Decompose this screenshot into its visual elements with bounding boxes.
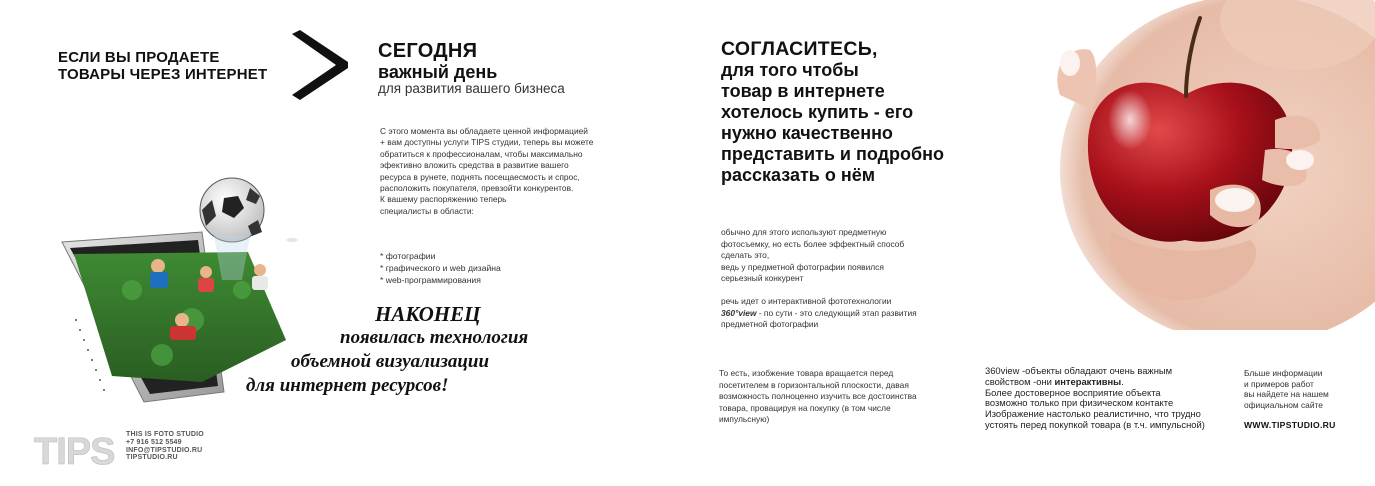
contact-line: THIS IS FOTO STUDIO	[126, 431, 204, 438]
agree-headline	[721, 38, 944, 186]
monitor-soccer-illustration	[52, 170, 322, 410]
intro-line: К вашему распоряжению теперь	[380, 194, 507, 205]
technology-line-rest: - по сути - это следующий этап развития	[756, 307, 917, 318]
more-info-line: официальном сайте	[1244, 399, 1323, 410]
usual-line: сделать это,	[721, 250, 770, 261]
interactivity-pre: свойством -они	[985, 375, 1055, 387]
more-info-line: вы найдете на нашем	[1244, 389, 1329, 400]
finally-line: появилась технология	[340, 327, 529, 348]
usual-paragraph	[721, 227, 981, 285]
interactivity-line: Изображение настолько реалистично, что трудно	[985, 408, 1201, 420]
interactivity-line: Более достоверное восприятие объекта	[985, 386, 1161, 398]
left-headline-line: ТОВАРЫ ЧЕРЕЗ ИНТЕРНЕТ	[58, 66, 268, 83]
today-subtitle: важный день	[378, 62, 498, 82]
intro-line: обратиться к профессионалам, чтобы максимально	[380, 148, 583, 159]
contact-site: TIPSTUDIO.RU	[126, 454, 178, 462]
interactivity-paragraph	[985, 366, 1230, 431]
agree-line: хотелось купить - его	[721, 102, 914, 122]
interactive-emphasis: интерактивны	[1054, 375, 1122, 387]
contact-email: INFO@TIPSTUDIO.RU	[126, 446, 203, 454]
rotation-line: импульсную)	[719, 414, 770, 425]
usual-line: обычно для этого используют предметную	[721, 227, 887, 237]
more-info-line: и примеров работ	[1244, 378, 1314, 389]
agree-line: товар в интернете	[721, 81, 885, 101]
rotation-line: То есть, изобжение товара вращается перед	[719, 368, 894, 378]
rotation-paragraph	[719, 368, 969, 426]
interactivity-line-2	[985, 377, 1230, 388]
greater-than-icon	[288, 28, 350, 100]
finally-line: для интернет ресурсов!	[246, 375, 449, 396]
services-list	[380, 250, 501, 286]
interactivity-line: устоять перед покупкой товара (в т.ч. импульсной)	[985, 418, 1205, 430]
agree-line: представить и подробно	[721, 144, 945, 164]
studio-contacts	[126, 431, 204, 462]
left-headline-line: ЕСЛИ ВЫ ПРОДАЕТЕ	[58, 49, 220, 66]
technology-line-2	[721, 308, 981, 320]
service-item: * web-программирования	[380, 275, 481, 285]
usual-line: ведь у предметной фотографии появился	[721, 261, 884, 272]
technology-line: речь идет о интерактивной фототехнологии	[721, 296, 892, 306]
more-info-paragraph	[1244, 368, 1354, 410]
intro-line: специалисты в области:	[380, 205, 474, 216]
rotation-line: возможность полноценно изучить все достоинства	[719, 391, 917, 402]
rotation-line: посетителем в горизонтальной плоскости, давая	[719, 379, 909, 390]
intro-paragraph	[380, 126, 650, 217]
finally-line: объемной визуализации	[291, 351, 490, 372]
finally-line: НАКОНЕЦ	[375, 302, 481, 326]
technology-paragraph	[721, 296, 981, 331]
today-title: СЕГОДНЯ	[378, 40, 478, 62]
tips-logo	[34, 430, 122, 468]
agree-line: нужно качественно	[721, 123, 893, 143]
interactivity-line: 360view -объекты обладают очень важным	[985, 365, 1173, 376]
usual-line: серьезный конкурент	[721, 273, 804, 284]
agree-line: СОГЛАСИТЕСЬ,	[721, 38, 878, 60]
more-info-line: Бльше информации	[1244, 368, 1323, 378]
interactivity-line: возможно только при физическом контакте	[985, 397, 1174, 409]
hand-apple-photo	[1000, 0, 1375, 330]
rotation-line: товара, провацируя на покупку (в том числе	[719, 402, 891, 413]
technology-line: предметной фотографии	[721, 319, 819, 330]
left-headline	[58, 49, 267, 83]
today-caption: для развития вашего бизнеса	[378, 81, 565, 96]
website-link[interactable]: WWW.TIPSTUDIO.RU	[1244, 420, 1336, 430]
agree-line: рассказать о нём	[721, 165, 876, 185]
service-item: * фотографии	[380, 251, 436, 261]
intro-line: расположить покупателя, превзойти конкурентов.	[380, 183, 574, 194]
intro-line: эфективно вложить средства в развитие вашего	[380, 160, 569, 171]
service-item: * графического и web дизайна	[380, 263, 501, 273]
svg-text:TIPS: TIPS	[34, 431, 115, 468]
contact-phone: +7 916 512 5549	[126, 438, 182, 446]
intro-line: ресурса в рунете, поднять посещаесмость и спрос,	[380, 171, 580, 182]
agree-line: для того чтобы	[721, 60, 859, 80]
brand-360view: 360°view	[721, 307, 757, 318]
intro-line: + вам доступны услуги TIPS студии, теперь вы можете	[380, 137, 594, 148]
intro-line: С этого момента вы обладаете ценной информацией	[380, 126, 588, 136]
interactivity-post: .	[1121, 375, 1124, 387]
usual-line: фотосъемку, но есть более эффектный способ	[721, 238, 905, 249]
